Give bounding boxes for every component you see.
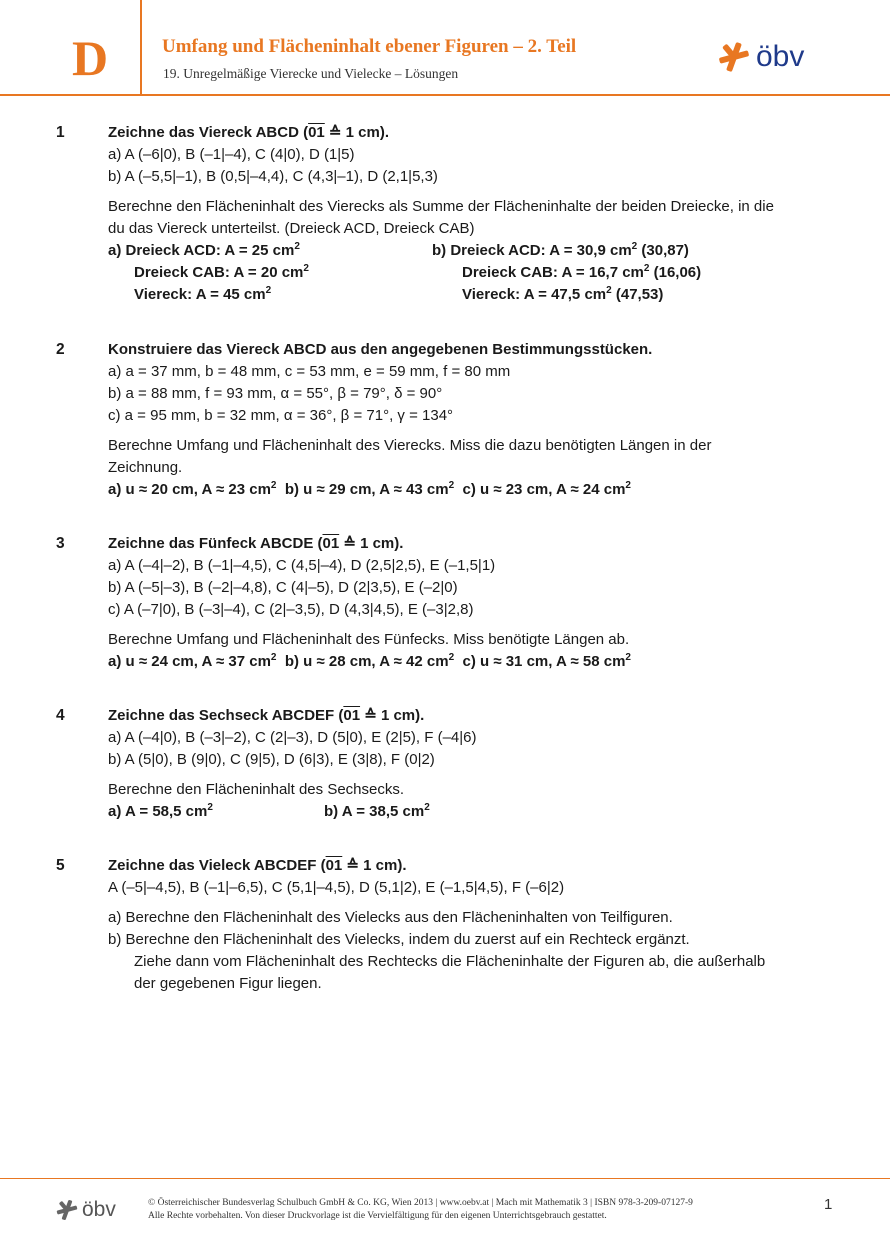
solution-b-line-2: Dreieck CAB: A = 16,7 $cm^2$ (16,06)	[462, 263, 702, 281]
header-logo	[718, 40, 804, 74]
solution-a-line-1: a) Dreieck ACD: A = 25 $cm^2$	[108, 241, 300, 259]
footer-rule	[0, 1178, 890, 1179]
task-part-b-cont: der gegebenen Figur liegen.	[134, 975, 322, 992]
task-instruction: Berechne den Flächeninhalt des Vierecks als Summe der Flächeninhalte der beiden Dreiecke, in die	[108, 198, 774, 215]
task-instruction: Zeichnung.	[108, 459, 183, 476]
task-points: A (–5|–4,5), B (–1|–6,5), C (5,1|–4,5), D (5,1|2), E (–1,5|4,5), F (–6|2)	[108, 879, 565, 896]
page-number: 1	[824, 1196, 833, 1213]
oebv-star-icon	[718, 41, 750, 73]
page-subtitle: 19. Unregelmäßige Vierecke und Vielecke – Lösungen	[163, 66, 459, 81]
task-part-c: c) a = 95 mm, b = 32 mm, α = 36°, β = 71°, γ = 134°	[108, 407, 454, 424]
task-heading: Zeichne das Sechseck ABCDEF (01 ≙ 1 cm).	[108, 707, 425, 724]
task-heading: Zeichne das Viereck ABCD (01 ≙ 1 cm).	[108, 124, 390, 141]
solution-line: a) u ≈ 20 cm, A ≈ 23 $cm^2$ b) u ≈ 29 cm, A ≈ 43 $cm^2$ c) u ≈ 23 cm, A ≈ 24 $cm^2$	[108, 480, 631, 498]
task-number: 3	[56, 535, 65, 552]
task-heading: Zeichne das Vieleck ABCDEF (01 ≙ 1 cm).	[108, 857, 407, 874]
task-heading: Zeichne das Fünfeck ABCDE (01 ≙ 1 cm).	[108, 535, 404, 552]
solution-b: b) A = 38,5 $cm^2$	[324, 802, 430, 820]
rights-line: Alle Rechte vorbehalten. Von dieser Druckvorlage ist die Vervielfältigung für den eigenen Unterrichtsgebrauch gestattet.	[148, 1211, 607, 1221]
task-number: 1	[56, 124, 65, 141]
task-part-b: b) A (–5|–3), B (–2|–4,8), C (4|–5), D (2|3,5), E (–2|0)	[108, 579, 458, 596]
footer-logo	[56, 1198, 116, 1222]
solution-line: a) u ≈ 24 cm, A ≈ 37 $cm^2$ b) u ≈ 28 cm, A ≈ 42 $cm^2$ c) u ≈ 31 cm, A ≈ 58 $cm^2$	[108, 652, 631, 670]
solution-b-line-3: Viereck: A = 47,5 $cm^2$ (47,53)	[462, 285, 664, 303]
footer-logo-text: öbv	[82, 1198, 116, 1221]
task-heading: Konstruiere das Viereck ABCD aus den angegebenen Bestimmungsstücken.	[108, 341, 653, 358]
task-part-a: a) A (–4|0), B (–3|–2), C (2|–3), D (5|0), E (2|5), F (–4|6)	[108, 729, 477, 746]
oebv-star-icon	[56, 1199, 78, 1221]
solution-a-line-3: Viereck: A = 45 $cm^2$	[134, 285, 272, 303]
task-part-a: a) A (–4|–2), B (–1|–4,5), C (4,5|–4), D (2,5|2,5), E (–1,5|1)	[108, 557, 496, 574]
task-part-a: a) a = 37 mm, b = 48 mm, c = 53 mm, e = 59 mm, f = 80 mm	[108, 363, 511, 380]
header-divider	[140, 0, 142, 94]
task-instruction: du das Viereck unterteilst. (Dreieck ACD, Dreieck CAB)	[108, 220, 475, 237]
copyright-line: © Österreichischer Bundesverlag Schulbuch GmbH & Co. KG, Wien 2013 | www.oebv.at | Mach mit Mathematik 3 | ISBN 978-3-209-07127-9	[148, 1198, 693, 1208]
task-part-a: a) A (–6|0), B (–1|–4), C (4|0), D (1|5)	[108, 146, 355, 163]
chapter-letter: D	[71, 30, 109, 86]
task-instruction: Berechne den Flächeninhalt des Sechsecks.	[108, 781, 405, 798]
header-rule	[0, 94, 890, 96]
task-part-b: b) A (5|0), B (9|0), C (9|5), D (6|3), E (3|8), F (0|2)	[108, 751, 435, 768]
task-part-b: b) a = 88 mm, f = 93 mm, α = 55°, β = 79°, δ = 90°	[108, 385, 443, 402]
task-instruction: Berechne Umfang und Flächeninhalt des Fünfecks. Miss benötigte Längen ab.	[108, 631, 630, 648]
task-part-b-cont: Ziehe dann vom Flächeninhalt des Rechtecks die Flächeninhalte der Figuren ab, die außerhalb	[134, 953, 766, 970]
solution-a: a) A = 58,5 $cm^2$	[108, 802, 213, 820]
task-part-b: b) Berechne den Flächeninhalt des Vielecks, indem du zuerst auf ein Rechteck ergänzt.	[108, 931, 690, 948]
task-number: 4	[56, 707, 65, 724]
solution-b-line-1: b) Dreieck ACD: A = 30,9 $cm^2$ (30,87)	[432, 241, 689, 259]
page-title: Umfang und Flächeninhalt ebener Figuren – 2. Teil	[162, 36, 577, 57]
header-logo-text: öbv	[756, 40, 805, 73]
task-number: 5	[56, 857, 65, 874]
task-number: 2	[56, 341, 65, 358]
task-part-a: a) Berechne den Flächeninhalt des Vielecks aus den Flächeninhalten von Teilfiguren.	[108, 909, 673, 926]
solution-a-line-2: Dreieck CAB: A = 20 $cm^2$	[134, 263, 309, 281]
task-instruction: Berechne Umfang und Flächeninhalt des Vierecks. Miss die dazu benötigten Längen in der	[108, 437, 712, 454]
task-part-c: c) A (–7|0), B (–3|–4), C (2|–3,5), D (4,3|4,5), E (–3|2,8)	[108, 601, 474, 618]
task-part-b: b) A (–5,5|–1), B (0,5|–4,4), C (4,3|–1), D (2,1|5,3)	[108, 168, 438, 185]
